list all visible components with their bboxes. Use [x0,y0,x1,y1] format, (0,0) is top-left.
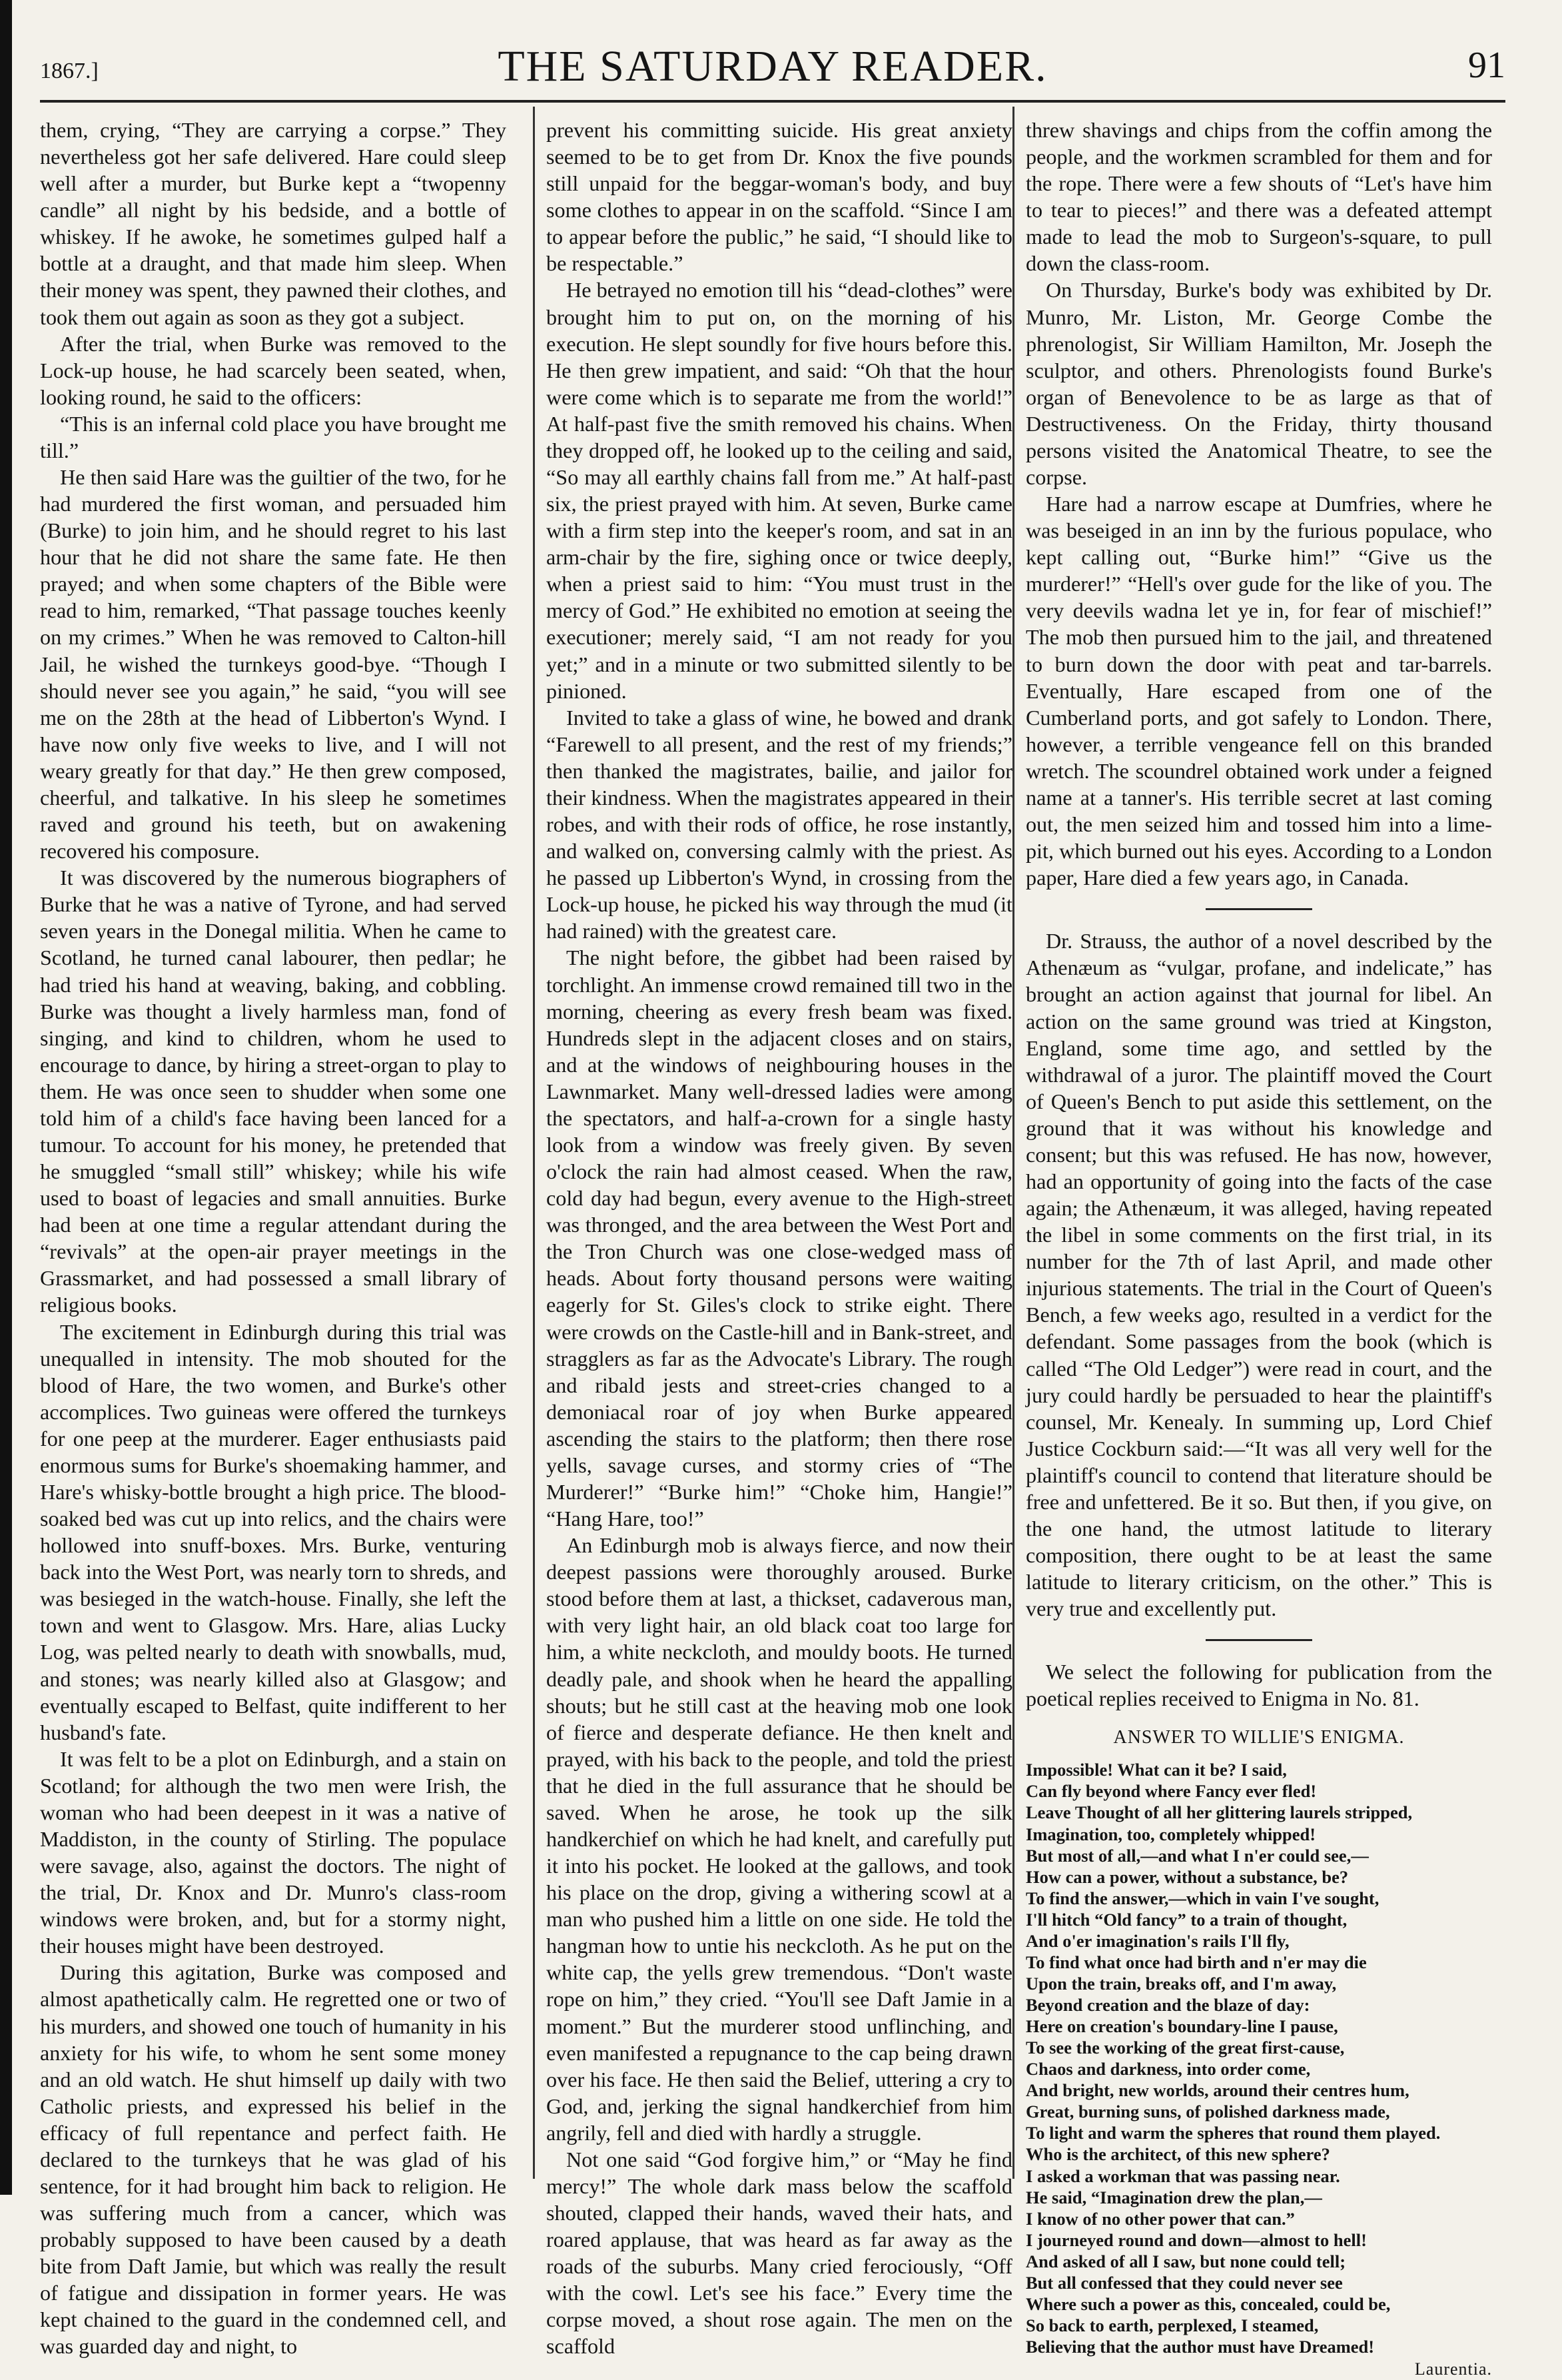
paragraph: The excitement in Edinburgh during this trial was unequalled in intensity. The mob shouted for the blood of Hare, the two women, and Burke's other accomplices. Two guineas were offered the turnkeys for one peep at the murderer. Eager enthusiasts paid enormous sums for Burke's shoemaking hammer, and Hare's whisky-bottle brought a high price. The blood-soaked bed was cut up into relics, and the chairs were hollowed into snuff-boxes. Mrs. Burke, venturing back into the West Port, was nearly torn to shreds, and was besieged in the watch-house. Finally, she left the town and went to Glasgow. Mrs. Hare, alias Lucky Log, was pelted nearly to death with snowballs, mud, and stones; was nearly killed also at Glasgow; and eventually escaped to Belfast, quite indifferent to her husband's fate. [40,1319,506,1744]
poem-line: And bright, new worlds, around their centres hum, [1026,2080,1409,2101]
poem-line: Upon the train, breaks off, and I'm away, [1026,1973,1337,1994]
header-year: 1867.] [40,59,99,83]
poem-line: To find the answer,—which in vain I've sought, [1026,1888,1379,1908]
poem-line: I asked a workman that was passing near. [1026,2165,1340,2186]
column-2 [546,117,1012,2359]
section-separator [1206,908,1312,910]
enigma-intro: We select the following for publication from the poetical replies received to Enigma in No. 81. [1026,1660,1492,1711]
poem-line: So back to earth, perplexed, I steamed, [1026,2315,1319,2335]
poem-line: Great, burning suns, of polished darkness made, [1026,2101,1390,2122]
poem-line: To light and warm the spheres that round them played. [1026,2123,1441,2143]
poem-line: How can a power, without a substance, be? [1026,1866,1349,1887]
poem-line: I'll hitch “Old fancy” to a train of thought, [1026,1909,1348,1930]
paragraph: Not one said “God forgive him,” or “May he find mercy!” The whole dark mass below the scaffold shouted, clapped their hands, waved their hats, and roared applause, that was heard as far away as the roads of the suburbs. Many cried ferociously, “Off with the cowl. Let's see his face.” Every time the corpse moved, a shout rose again. The men on the scaffold [546,2147,1012,2359]
strauss-paragraph: Dr. Strauss, the author of a novel described by the Athenæum as “vulgar, profane, and indelicate,” has brought an action against that journal for libel. An action on the same ground was tried at Kingston, England, some time ago, and settled by the withdrawal of a juror. The plaintiff moved the Court of Queen's Bench to put aside this settlement, on the ground that it was without his knowledge and consent; but this was refused. He has now, however, had an opportunity of going into the facts of the case again; the Athenæum, it was alleged, having repeated the libel in some comments on the first trial, in its number for the 7th of last April, and made other injurious statements. The trial in the Court of Queen's Bench, a few weeks ago, resulted in a verdict for the defendant. Some passages from the book (which is called “The Old Ledger”) were read in court, and the jury could hardly be persuaded to hear the plaintiff's counsel, Mr. Kenealy. In summing up, Lord Chief Justice Cockburn said:—“It was all very well for the plaintiff's council to contend that literature should be free and unfettered. Be it so. But then, if you give, on the one hand, the utmost latitude to literary composition, there ought to be at least the same latitude to literary criticism, on the other.” This is very true and excellently put. [1026,929,1492,1621]
paragraph: It was felt to be a plot on Edinburgh, and a stain on Scotland; for although the two men were Irish, the woman who had been deepest in it was a native of Maddiston, in the county of Stirling. The populace were savage, also, against the doctors. The night of the trial, Dr. Knox and Dr. Munro's class-room windows were broken, and, but for a stormy night, their houses might have been destroyed. [40,1746,506,1958]
poem-line: Can fly beyond where Fancy ever fled! [1026,1781,1317,1802]
poem-title: ANSWER TO WILLIE'S ENIGMA. [1113,1727,1405,1748]
poem-line: But most of all,—and what I n'er could see,— [1026,1845,1369,1866]
poem-line: To see the working of the great first-cause, [1026,2038,1345,2058]
paragraph: After the trial, when Burke was removed to the Lock-up house, he had scarcely been seated, when, looking round, he said to the officers: [40,331,506,409]
poem-line: I journeyed round and down—almost to hell! [1026,2229,1367,2250]
header-rule [40,100,1505,103]
paragraph: threw shavings and chips from the coffin among the people, and the workmen scrambled for them and for the rope. There were a few shouts of “Let's have him to tear to pieces!” and there was a defeated attempt made to lead the mob to Surgeon's-square, to pull down the class-room. [1026,118,1492,276]
paragraph: Invited to take a glass of wine, he bowed and drank “Farewell to all present, and the rest of my friends;” then thanked the magistrates, bailie, and jailor for their kindness. When the magistrates appeared in their robes, and with their rods of office, he rose instantly, and walked on, conversing calmly with the priest. As he passed up Libberton's Wynd, in crossing from the Lock-up house, he picked his way through the mud (it had rained) with the greatest care. [546,705,1012,943]
section-separator [1206,1639,1312,1641]
paragraph: On Thursday, Burke's body was exhibited by Dr. Munro, Mr. Liston, Mr. George Combe the phrenologist, Sir William Hamilton, Mr. Joseph the sculptor, and others. Phrenologists found Burke's organ of Benevolence to be as large as that of Destructiveness. On the Friday, thirty thousand persons visited the Anatomical Theatre, to see the corpse. [1026,278,1492,490]
poem-line: Beyond creation and the blaze of day: [1026,1995,1310,2015]
paragraph: It was discovered by the numerous biographers of Burke that he was a native of Tyrone, and had served seven years in the Donegal militia. When he came to Scotland, he turned canal labourer, then pedlar; he had tried his hand at weaving, baking, and cobbling. Burke was thought a lively harmless man, fond of singing, and kind to children, whom he used to encourage to dance, by hiring a street-organ to play to them. He was once seen to shudder when some one told him of a child's face having been lanced for a tumour. To account for his money, he pretended that he smuggled “small still” whiskey; while his wife used to boast of legacies and small annuities. Burke had been at one time a regular attendant during the “revivals” at the open-air prayer meetings in the Grassmarket, and had possessed a small library of religious books. [40,866,506,1317]
poem-line: Impossible! What can it be? I said, [1026,1760,1287,1780]
poem-line: And o'er imagination's rails I'll fly, [1026,1930,1290,1951]
poem-line: Who is the architect, of this new sphere? [1026,2144,1330,2165]
paragraph: He betrayed no emotion till his “dead-clothes” were brought him to put on, on the morning of his execution. He slept soundly for five hours before this. He then grew impatient, and said: “Oh that the hour were come which is to separate me from the world!” At half-past five the smith removed his chains. When they dropped off, he looked up to the ceiling and said, “So may all earthly chains fall from me.” At half-past six, the priest prayed with him. At seven, Burke came with a firm step into the keeper's room, and sat in an arm-chair by the fire, sighing once or twice deeply, when a priest said to him: “You must trust in the mercy of God.” He exhibited no emotion at seeing the executioner; merely said, “I am not ready for you yet;” and in a minute or two submitted silently to be pinioned. [546,278,1012,703]
poem-signature: Laurentia. [1414,2359,1492,2379]
paragraph: An Edinburgh mob is always fierce, and now their deepest passions were thoroughly aroused. Burke stood before them at last, a thickset, cadaverous man, with very light hair, an old black coat too large for him, a white neckcloth, and mouldy boots. He turned deadly pale, and shook when he heard the appalling shouts; but he still cast at the heaving mob one look of fierce and desperate defiance. He then knelt and prayed, with his back to the people, and told the priest that he died in the full assurance that he should be saved. When he arose, he took up the silk handkerchief on which he had knelt, and carefully put it into his pocket. He looked at the gallows, and took his place on the drop, giving a withering scowl at a man who pushed him a little on one side. He told the hangman how to untie his neckcloth. As he put on the white cap, the yells grew tremendous. “Don't waste rope on him,” they cried. “You'll see Daft Jamie in a moment.” But the murderer stood unflinching, and even manifested a repugnance to the cap being drawn over his face. He then said the Belief, uttering a cry to God, and, jerking the signal handkerchief from him angrily, fell and died with hardly a struggle. [546,1533,1012,2145]
paragraph: Hare had a narrow escape at Dumfries, where he was beseiged in an inn by the furious populace, who kept calling out, “Burke him!” “Give us the murderer!” “Hell's over gude for the like of you. The very deevils wadna let ye in, for fear of mischief!” The mob then pursued him to the jail, and threatened to burn down the door with peat and tar-barrels. Eventually, Hare escaped from one of the Cumberland ports, and got safely to London. There, however, a terrible vengeance fell on this branded wretch. The scoundrel obtained work under a feigned name at a tanner's. His terrible secret at last coming out, the men seized him and tossed him into a lime-pit, which burned out his eyes. According to a London paper, Hare died a few years ago, in Canada. [1026,492,1492,890]
header-title: THE SATURDAY READER. [498,42,1048,91]
paragraph: them, crying, “They are carrying a corpse.” They nevertheless got her safe delivered. Hare could sleep well after a murder, but Burke kept a “twopenny candle” all night by his bedside, and a bottle of whiskey. If he awoke, he sometimes gulped half a bottle at a draught, and that made him sleep. When their money was spent, they pawned their clothes, and took them out again as soon as they got a subject. [40,118,506,329]
left-margin-rule [0,0,12,2195]
column-divider [533,107,535,2179]
poem-line: And asked of all I saw, but none could tell; [1026,2251,1346,2271]
column-divider [1012,107,1014,2179]
poem-line: Believing that the author must have Dreamed! [1026,2337,1375,2357]
paragraph: The night before, the gibbet had been raised by torchlight. An immense crowd remained till two in the morning, cheering as every fresh beam was fixed. Hundreds slept in the adjacent closes and on stairs, and at the windows of neighbouring houses in the Lawnmarket. Many well-dressed ladies were among the spectators, and half-a-crown for a single hasty look from a window was freely given. By seven o'clock the rain had almost ceased. When the raw, cold day had begun, every avenue to the High-street was thronged, and the area between the West Port and the Tron Church was one close-wedged mass of heads. About forty thousand persons were waiting eagerly for St. Giles's clock to strike eight. There were crowds on the Castle-hill and in Bank-street, and stragglers as far as the Advocate's Library. The rough and ribald jests and street-cries changed to a demoniacal roar of joy when Burke appeared ascending the stairs to the platform; then there rose yells, savage curses, and stormy cries of “The Murderer!” “Burke him!” “Choke him, Hangie!” “Hang Hare, too!” [546,945,1012,1531]
poem-line: Where such a power as this, concealed, could be, [1026,2293,1391,2314]
page-header [40,41,1505,105]
poem-line: Here on creation's boundary-line I pause, [1026,2016,1338,2037]
poem-line: Chaos and darkness, into order come, [1026,2059,1311,2080]
paragraph: “This is an infernal cold place you have brought me till.” [40,411,506,462]
paragraph: prevent his committing suicide. His great anxiety seemed to be to get from Dr. Knox the five pounds still unpaid for the beggar-woman's body, and buy some clothes to appear in on the scaffold. “Since I am to appear before the public,” he said, “I should like to be respectable.” [546,118,1012,276]
column-1 [40,117,506,2359]
column-3 [1026,117,1492,2379]
paragraph: He then said Hare was the guiltier of the two, for he had murdered the first woman, and persuaded him (Burke) to join him, and he should regret to his last hour that he did not share the same fate. He then prayed; and when some chapters of the Bible were read to him, remarked, “That passage touches keenly on my crimes.” When he was removed to Calton-hill Jail, he wished the turnkeys good-bye. “Though I should never see you again,” he said, “you will see me on the 28th at the head of Libberton's Wynd. I have now only five weeks to live, and I will not weary greatly for that day.” He then grew composed, cheerful, and talkative. In his sleep he sometimes raved and ground his teeth, but on awakening recovered his composure. [40,465,506,864]
poem-line: Leave Thought of all her glittering laurels stripped, [1026,1802,1413,1823]
poem [1026,1759,1492,2357]
page-number: 91 [1468,45,1505,86]
poem-line: But all confessed that they could never see [1026,2272,1343,2293]
poem-line: I know of no other power that can.” [1026,2208,1295,2229]
paragraph: During this agitation, Burke was composed and almost apathetically calm. He regretted one or two of his murders, and showed one touch of humanity in his anxiety for his wife, to whom he sent some money and an old watch. He shut himself up daily with two Catholic priests, and expressed his belief in the efficacy of full repentance and perfect faith. He declared to the turnkeys that he was glad of his sentence, for it had brought him back to religion. He was suffering much from a cancer, which was probably supposed to have been caused by a death bite from Daft Jamie, but which was really the result of fatigue and dissipation in former years. He was kept chained to the guard in the condemned cell, and was guarded day and night, to [40,1960,506,2359]
poem-line: He said, “Imagination drew the plan,— [1026,2187,1322,2207]
poem-line: Imagination, too, completely whipped! [1026,1824,1316,1844]
poem-line: To find what once had birth and n'er may die [1026,1952,1367,1972]
